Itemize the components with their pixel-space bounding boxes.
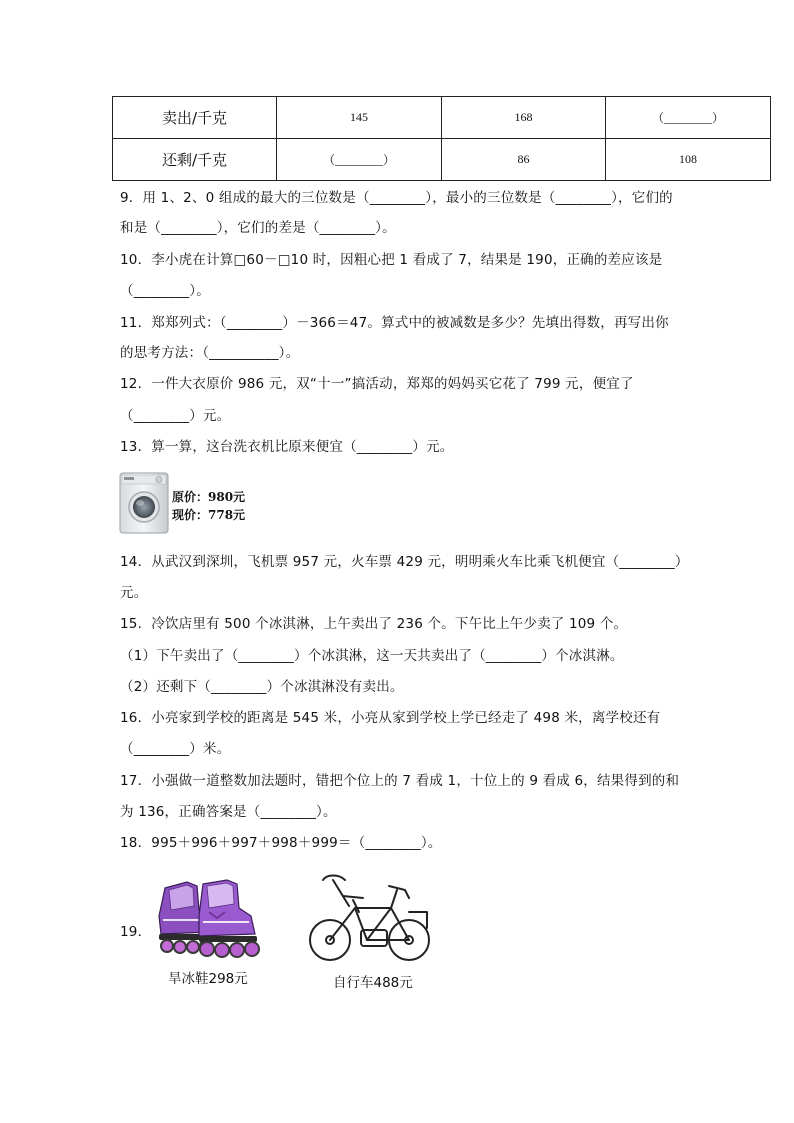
question-line: 的思考方法：（__________）。 [120,345,300,361]
inline-skates-icon [147,876,267,962]
question-line: 为 136，正确答案是（________）。 [120,804,337,820]
table-cell: 168 [442,97,606,139]
question-number: 19． [120,924,152,940]
question-line: 11．郑郑列式：（________）－366＝47。算式中的被减数是多少？先填出得数，再写出你 [120,315,669,331]
table-cell: 108 [606,139,771,181]
question-line: 16．小亮家到学校的距离是 545 米，小亮从家到学校上学已经走了 498 米，离学校还有 [120,710,661,726]
table-row [113,139,771,181]
bicycle-icon [305,872,433,964]
question-line: 和是（________），它们的差是（________）。 [120,220,396,236]
question-line: 13．算一算，这台洗衣机比原来便宜（________）元。 [120,439,454,455]
question-line: 10．李小虎在计算□60－□10 时，因粗心把 1 看成了 7，结果是 190，正确的差应该是 [120,252,663,268]
question-line: （________）元。 [120,408,231,424]
question-line: 18．995＋996＋997＋998＋999＝（________）。 [120,835,442,851]
row-label: 卖出/千克 [113,97,277,139]
row-label: 还剩/千克 [113,139,277,181]
table-cell: （________） [606,97,771,139]
sales-table [112,96,771,181]
question-line: 9．用 1、2、0 组成的最大的三位数是（________），最小的三位数是（________），它们的 [120,190,673,206]
skates-caption: 旱冰鞋298元 [168,971,248,987]
original-price: 原价：980元 [172,490,246,504]
bike-caption: 自行车488元 [333,975,413,991]
question-line: （1）下午卖出了（________）个冰淇淋，这一天共卖出了（________）个冰淇淋。 [120,648,624,664]
question-line: 17．小强做一道整数加法题时，错把个位上的 7 看成 1，十位上的 9 看成 6，结果得到的和 [120,773,680,789]
question-line: 15．冷饮店里有 500 个冰淇淋，上午卖出了 236 个。下午比上午少卖了 109 个。 [120,616,628,632]
question-line: （2）还剩下（________）个冰淇淋没有卖出。 [120,679,404,695]
table-row [113,97,771,139]
question-line: （________）米。 [120,741,231,757]
question-line: 元。 [120,585,148,601]
current-price: 现价：778元 [172,508,246,522]
table-cell: （________） [277,139,442,181]
washing-machine-icon [119,472,169,534]
table-cell: 145 [277,97,442,139]
question-line: 14．从武汉到深圳，飞机票 957 元，火车票 429 元，明明乘火车比乘飞机便宜（________） [120,554,689,570]
question-line: 12．一件大衣原价 986 元，双“十一”搞活动，郑郑的妈妈买它花了 799 元，便宜了 [120,376,634,392]
table-cell: 86 [442,139,606,181]
question-line: （________）。 [120,283,210,299]
